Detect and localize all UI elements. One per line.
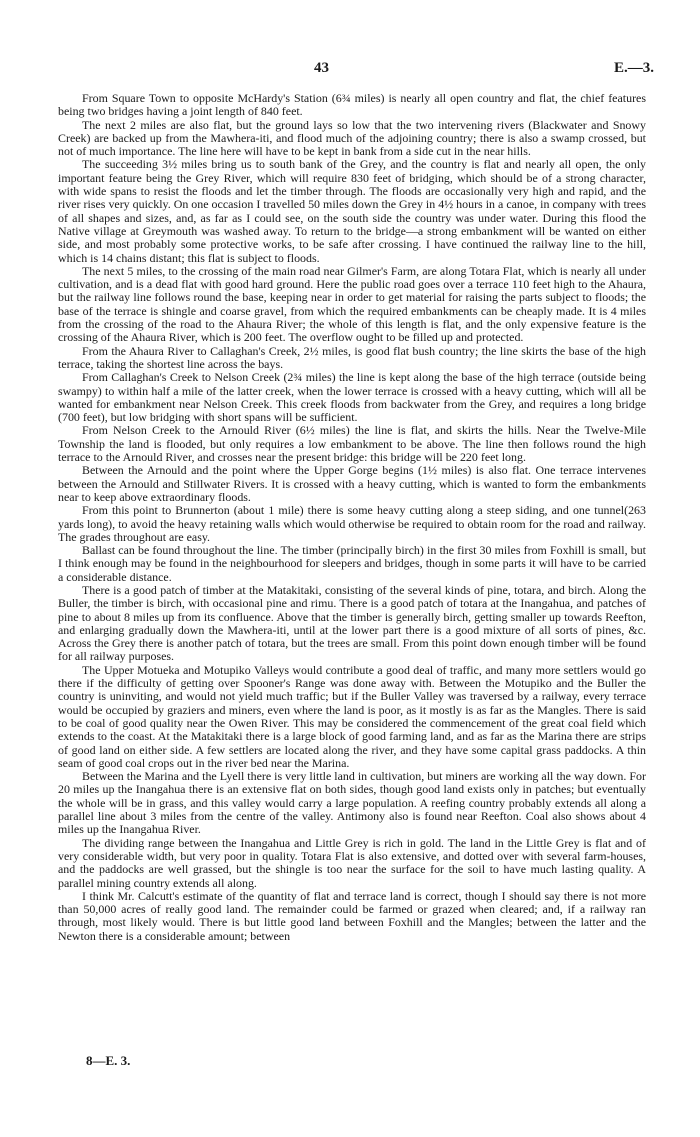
paragraph: I think Mr. Calcutt's estimate of the quantity of flat and terrace land is correct, though I should say there is not more than 50,000 acres of really good land. The remainder could be farmed or grazed when cleared; and, if a railway ran through, most likely would. There is but little good land between Foxhill and the Mangles; between the latter and the Newton there is a considerable amount; between [58, 888, 646, 943]
paragraph: From the Ahaura River to Callaghan's Creek, 2½ miles, is good flat bush country; the line skirts the base of the high terrace, taking the shortest line across the bays. [58, 343, 646, 371]
paragraph: From Square Town to opposite McHardy's Station (6¾ miles) is nearly all open country and flat, the chief features being two bridges having a joint length of 840 feet. [58, 91, 646, 119]
paragraph: The succeeding 3½ miles bring us to south bank of the Grey, and the country is flat and nearly all open, the only important feature being the Grey River, which will require 830 feet of bridging, which should be of a strong character, with wide spans to resist the floods and let the timber through. The floods are occasionally very high and rapid, and the river rises very quickly. On one occasion I travelled 50 miles down the Grey in 4½ hours in a canoe, in company with trees of all shapes and sizes, and, as far as I could see, on the south side the country was under water. During this flood the Native village at Greymouth was washed away. To return to the bridge—a strong embankment will be wanted on either side, and most probably some protective works, to be safe after crossing. I have continued the railway line to the hill, which is 14 chains distant; this flat is subject to floods. [58, 157, 646, 265]
document-reference: E.—3. [613, 60, 654, 76]
signature-mark: 8—E. 3. [86, 1053, 131, 1068]
paragraph: From Callaghan's Creek to Nelson Creek (2¾ miles) the line is kept along the base of the high terrace (outside being swampy) to within half a mile of the latter creek, when the lower terrace is crossed with a heavy cutting, which will all be wanted for embankment near Nelson Creek. This creek floods from backwater from the Grey, and requires a long bridge (700 feet), but low bridging with short spans will be sufficient. [58, 370, 646, 425]
paragraph: From this point to Brunnerton (about 1 mile) there is some heavy cutting along a steep siding, and one tunnel(263 yards long), to avoid the heavy retaining walls which would otherwise be required to obtain room for the road and railway. The grades throughout are easy. [58, 503, 646, 544]
paragraph: There is a good patch of timber at the Matakitaki, consisting of the several kinds of pine, totara, and birch. Along the Buller, the timber is birch, with occasional pine and rimu. There is a good patch of totara at the Inangahua, and patches of pine to about 8 miles up from its confluence. Above that the timber is generally birch, getting smaller up towards Reefton, and enlarging gradually down the Mawhera-iti, until at the lower part there is a good mixture of all sorts of pines, &c. Across the Grey there is another patch of totara, but the trees are small. From this point down enough timber will be found for all railway purposes. [58, 582, 646, 664]
paragraph: The Upper Motueka and Motupiko Valleys would contribute a good deal of traffic, and many more settlers would go there if the difficulty of getting over Spooner's Range was done away with. Between the Motupiko and the Buller the country is uninviting, and would not yield much traffic; but if the Buller Valley was traversed by a railway, every terrace would be occupied by graziers and miners, even where the land is poor, as it mostly is as far as the Mangles. There is said to be coal of good quality near the Owen River. This may be considered the commencement of the great coal field which extends to the coast. At the Matakitaki there is a large block of good farming land, and as far as the Marina there are strips of good land on either side. A few settlers are located along the river, and they have some capital grass paddocks. A thin seam of good coal crops out in the river bed near the Marina. [58, 662, 646, 770]
paragraph: The next 5 miles, to the crossing of the main road near Gilmer's Farm, are along Totara Flat, which is nearly all under cultivation, and is a dead flat with good hard ground. Here the public road goes over a terrace 110 feet high to the Ahaura, but the railway line follows round the base, keeping near in order to get material for raising the parts subject to floods; the base of the terrace is shingle and coarse gravel, from which the required embankments can be cheaply made. It is 4 miles from the crossing of the road to the Ahaura River; the whole of this length is flat, and the only expensive feature is the crossing of the Ahaura River, which is 200 feet. The overflow ought to be filled up and protected. [58, 263, 646, 345]
paragraph: The next 2 miles are also flat, but the ground lays so low that the two intervening rivers (Blackwater and Snowy Creek) are backed up from the Mawhera-iti, and flood much of the adjoining country; there is also a swamp crossed, but not of much importance. The line here will have to be kept in bank from a side cut in the near hills. [58, 117, 646, 159]
paragraph: The dividing range between the Inangahua and Little Grey is rich in gold. The land in the Little Grey is flat and of very considerable width, but very poor in quality. Totara Flat is also extensive, and dotted over with several farm-houses, and the paddocks are well grassed, but the shingle is too near the surface for the soil to have much lasting quality. A parallel mining country extends all along. [58, 835, 646, 890]
paragraph: From Nelson Creek to the Arnould River (6½ miles) the line is flat, and skirts the hills. Near the Twelve-Mile Township the land is flooded, but only requires a low embankment to be above. The line then follows round the high terrace to the Arnould River, and crosses near the present bridge: this bridge will be 220 feet long. [58, 423, 646, 465]
body-text [58, 92, 646, 943]
paragraph: Between the Arnould and the point where the Upper Gorge begins (1½ miles) is also flat. One terrace intervenes between the Arnould and Stillwater Rivers. It is crossed with a heavy cutting, which is wanted to form the embankments near to keep above extraordinary floods. [58, 463, 646, 504]
page-header [0, 60, 700, 80]
paragraph: Between the Marina and the Lyell there is very little land in cultivation, but miners are working all the way down. For 20 miles up the Inangahua there is an extensive flat on both sides, though good land exists only in patches; but eventually the whole will be in grass, and this valley would carry a large population. A reefing country probably extends all along a parallel line about 3 miles from the centre of the valley. Antimony also is found near Reefton. Coal also shows about 4 miles up the Inangahua River. [58, 769, 646, 837]
page-number: 43 [314, 60, 329, 76]
paragraph: Ballast can be found throughout the line. The timber (principally birch) in the first 30 miles from Foxhill is small, but I think enough may be found in the neighbourhood for sleepers and bridges, though in some parts it will have to be carried a considerable distance. [58, 543, 646, 584]
